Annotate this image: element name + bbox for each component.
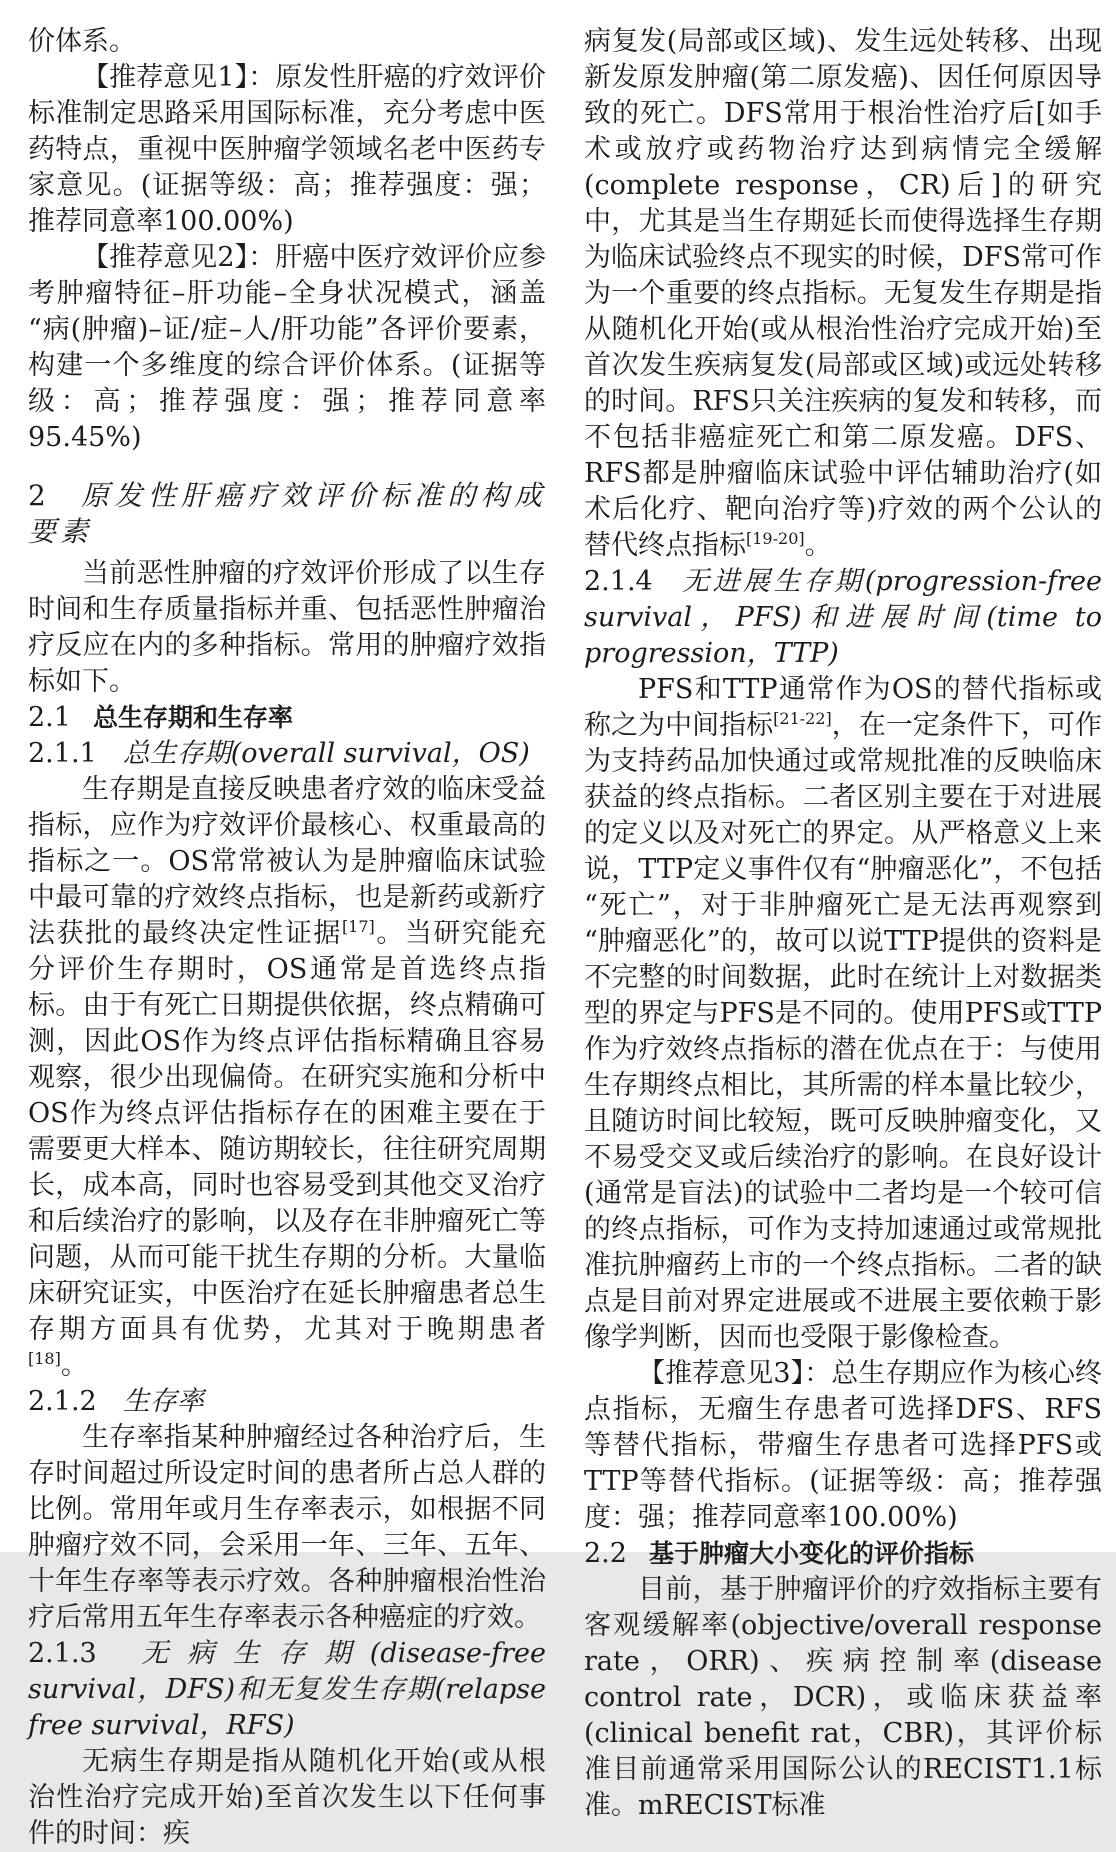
section-heading3 [28,1636,546,1744]
section-title: 总生存期(overall survival，OS) [122,738,530,769]
paragraph: 当前恶性肿瘤的疗效评价形成了以生存时间和生存质量指标并重、包括恶性肿瘤治疗反应在内的多种指标。常用的肿瘤疗效指标如下。 [28,558,546,697]
section-title: 原发性肝癌疗效评价标准的构成要素 [28,479,546,548]
section-title: 基于肿瘤大小变化的评价指标 [648,1539,974,1568]
reference-marker: [21-22] [773,709,832,728]
section-number: 2.1.2 [28,1386,97,1417]
paragraph: 【推荐意见3】：总生存期应作为核心终点指标，无瘤生存患者可选择DFS、RFS等替代指标，带瘤生存患者可选择PFS或TTP等替代指标。(证据等级：高；推荐强度：强；推荐同意率100.00%) [584,1358,1102,1533]
section-number: 2.1.1 [28,738,97,769]
section-title: 无进展生存期(progression-free survival，PFS)和进展时间(time to progression，TTP) [584,566,1102,669]
section-number: 2.1 [28,702,71,733]
section-heading3 [28,1384,546,1420]
section-title: 无病生存期(disease-free survival，DFS)和无复发生存期(relapse free survival，RFS) [28,1638,546,1741]
section-number: 2 [28,479,46,512]
section-number: 2.1.3 [28,1638,97,1669]
reference-marker: [17] [341,917,375,936]
paragraph: 价体系。 [28,26,136,57]
paragraph: 目前，基于肿瘤评价的疗效指标主要有客观缓解率(objective/overall response rate，ORR)、疾病控制率(disease control rate，DCR)，或临床获益率(clinical benefit rat，CBR)，其评价标准目前通常采用国际公认的RECIST1.1标准。mRECIST标准 [584,1574,1102,1821]
paragraph: 生存期是直接反映患者疗效的临床受益指标，应作为疗效评价最核心、权重最高的指标之一。OS常常被认为是肿瘤临床试验中最可靠的疗效终点指标，也是新药或新疗法获批的最终决定性证据[17]。当研究能充分评价生存期时，OS通常是首选终点指标。由于有死亡日期提供依据，终点精确可测，因此OS作为终点评估指标精确且容易观察，很少出现偏倚。在研究实施和分析中OS作为终点评估指标存在的困难主要在于需要更大样本、随访期较长，往往研究周期长，成本高，同时也容易受到其他交叉治疗和后续治疗的影响，以及存在非肿瘤死亡等问题，从而可能干扰生存期的分析。大量临床研究证实，中医治疗在延长肿瘤患者总生存期方面具有优势，尤其对于晚期患者[18]。 [28,774,547,1381]
paragraph: 无病生存期是指从随机化开始(或从根治性治疗完成开始)至首次发生以下任何事件的时间：疾 [28,1746,546,1849]
section-number: 2.1.4 [584,566,653,597]
paragraph: PFS和TTP通常作为OS的替代指标或称之为中间指标[21-22]，在一定条件下，可作为支持药品加快通过或常规批准的反映临床获益的终点指标。二者区别主要在于对进展的定义以及对死亡的界定。从严格意义上来说，TTP定义事件仅有“肿瘤恶化”，不包括“死亡”，对于非肿瘤死亡是无法再观察到“肿瘤恶化”的，故可以说TTP提供的资料是不完整的时间数据，此时在统计上对数据类型的界定与PFS是不同的。使用PFS或TTP作为疗效终点指标的潜在优点在于：与使用生存期终点相比，其所需的样本量比较少，且随访时间比较短，既可反映肿瘤变化，又不易受交叉或后续治疗的影响。在良好设计(通常是盲法)的试验中二者均是一个较可信的终点指标，可作为支持加速通过或常规批准抗肿瘤药上市的一个终点指标。二者的缺点是目前对界定进展或不进展主要依赖于影像学判断，因而也受限于影像检查。 [584,674,1103,1353]
section-heading3 [28,736,546,772]
section-title: 生存率 [122,1386,204,1417]
section-title: 总生存期和生存率 [92,703,293,732]
paragraph: 【推荐意见2】：肝癌中医疗效评价应参考肿瘤特征–肝功能–全身状况模式，涵盖“病(肿瘤)–证/症–人/肝功能”各评价要素，构建一个多维度的综合评价体系。(证据等级：高；推荐强度：强；推荐同意率95.45%) [28,242,546,453]
column-left [28,24,547,1849]
reference-marker: [19-20] [746,529,805,548]
section-heading2 [28,700,546,736]
section-number: 2.2 [584,1538,627,1569]
paragraph: 生存率指某种肿瘤经过各种治疗后，生存时间超过所设定时间的患者所占总人群的比例。常用年或月生存率表示，如根据不同肿瘤疗效不同，会采用一年、三年、五年、十年生存率等表示疗效。各种肿瘤根治性治疗后常用五年生存率表示各种癌症的疗效。 [28,1422,546,1633]
paragraph: 【推荐意见1】：原发性肝癌的疗效评价标准制定思路采用国际标准，充分考虑中医药特点，重视中医肿瘤学领域名老中医药专家意见。(证据等级：高；推荐强度：强；推荐同意率100.00%) [28,62,546,237]
paragraph: 病复发(局部或区域)、发生远处转移、出现新发原发肿瘤(第二原发癌)、因任何原因导致的死亡。DFS常用于根治性治疗后[如手术或放疗或药物治疗达到病情完全缓解(complete response，CR)后]的研究中，尤其是当生存期延长而使得选择生存期为临床试验终点不现实的时候，DFS常可作为一个重要的终点指标。无复发生存期是指从随机化开始(或从根治性治疗完成开始)至首次发生疾病复发(局部或区域)或远处转移的时间。RFS只关注疾病的复发和转移，而不包括非癌症死亡和第二原发癌。DFS、RFS都是肿瘤临床试验中评估辅助治疗(如术后化疗、靶向治疗等)疗效的两个公认的替代终点指标[19-20]。 [584,26,1102,561]
reference-marker: [18] [28,1349,61,1368]
section-heading1 [28,478,546,550]
section-heading2 [584,1536,1102,1572]
section-heading3 [584,564,1102,672]
column-right [584,24,1103,1821]
